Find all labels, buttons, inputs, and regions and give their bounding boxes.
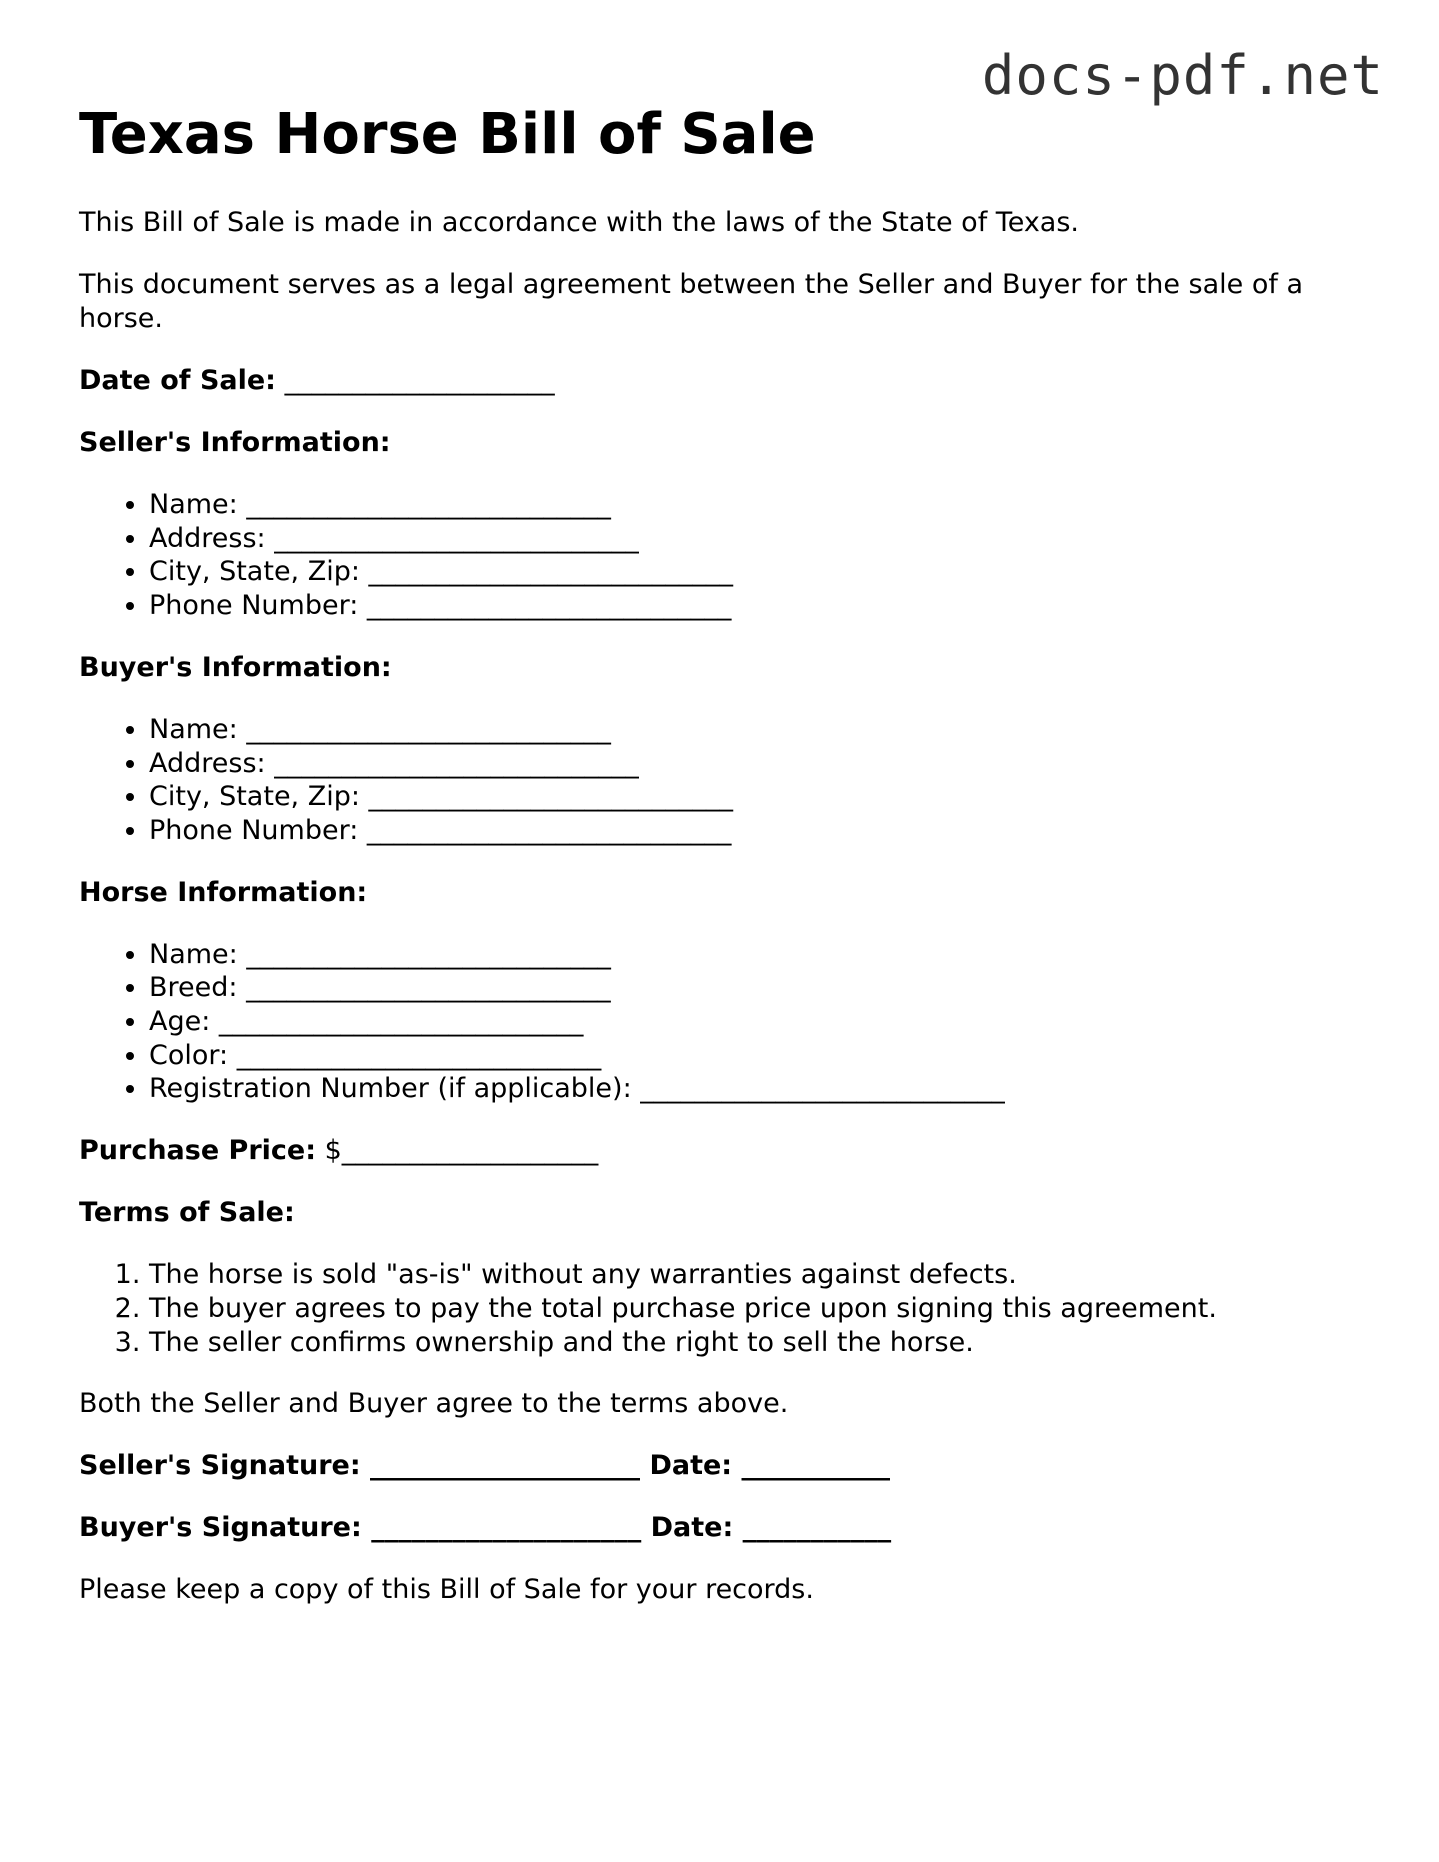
horse-age-field: • Age: ___________________________ <box>149 1005 1379 1039</box>
purchase-price-label: Purchase Price: <box>79 1135 317 1167</box>
seller-address-field: • Address: ___________________________ <box>149 522 1379 556</box>
horse-registration-field: • Registration Number (if applicable): ___________________________ <box>149 1072 1379 1106</box>
buyer-info-heading: Buyer's Information: <box>79 651 392 683</box>
buyer-address-field: • Address: ___________________________ <box>149 747 1379 781</box>
document-title: Texas Horse Bill of Sale <box>79 102 816 167</box>
buyer-name-field: • Name: ___________________________ <box>149 713 1379 747</box>
seller-signature-text: Seller's Signature: ____________________ Date: ___________ <box>79 1450 891 1482</box>
watermark-text: docs-pdf.net <box>981 44 1384 107</box>
horse-breed-field: • Breed: ___________________________ <box>149 971 1379 1005</box>
term-item: 2. The buyer agrees to pay the total purchase price upon signing this agreement. <box>149 1292 1379 1326</box>
closing-note: Please keep a copy of this Bill of Sale for your records. <box>79 1574 814 1606</box>
purchase-price-blank: $___________________ <box>324 1135 599 1167</box>
buyer-phone-field: • Phone Number: ___________________________ <box>149 814 1379 848</box>
terms-list <box>79 1258 1379 1359</box>
horse-color-field: • Color: ___________________________ <box>149 1039 1379 1073</box>
seller-info-list <box>79 488 1379 623</box>
buyer-info-list <box>79 713 1379 848</box>
date-of-sale-label: Date of Sale: <box>79 365 276 396</box>
term-item: 3. The seller confirms ownership and the right to sell the horse. <box>149 1326 1379 1360</box>
term-item: 1. The horse is sold "as-is" without any warranties against defects. <box>149 1258 1379 1292</box>
intro-paragraph-1: This Bill of Sale is made in accordance with the laws of the State of Texas. <box>79 207 1080 238</box>
date-of-sale-line <box>79 364 1379 398</box>
intro-paragraph-2: This document serves as a legal agreement between the Seller and Buyer for the sale of a horse. <box>79 269 1304 334</box>
seller-info-heading: Seller's Information: <box>79 427 391 458</box>
purchase-price-line <box>79 1134 1379 1168</box>
buyer-signature-text: Buyer's Signature: ____________________ Date: ___________ <box>79 1512 892 1544</box>
terms-heading: Terms of Sale: <box>79 1197 295 1229</box>
horse-info-heading: Horse Information: <box>79 876 368 908</box>
buyer-city-state-zip-field: • City, State, Zip: ___________________________ <box>149 780 1379 814</box>
agreement-statement: Both the Seller and Buyer agree to the terms above. <box>79 1388 789 1420</box>
seller-city-state-zip-field: • City, State, Zip: ___________________________ <box>149 555 1379 589</box>
date-of-sale-blank: ____________________ <box>284 365 555 396</box>
buyer-signature-line <box>79 1511 1379 1545</box>
seller-name-field: • Name: ___________________________ <box>149 488 1379 522</box>
seller-phone-field: • Phone Number: ___________________________ <box>149 589 1379 623</box>
horse-info-list <box>79 938 1379 1107</box>
document-page <box>79 100 1379 1635</box>
seller-signature-line <box>79 1449 1379 1483</box>
horse-name-field: • Name: ___________________________ <box>149 938 1379 972</box>
